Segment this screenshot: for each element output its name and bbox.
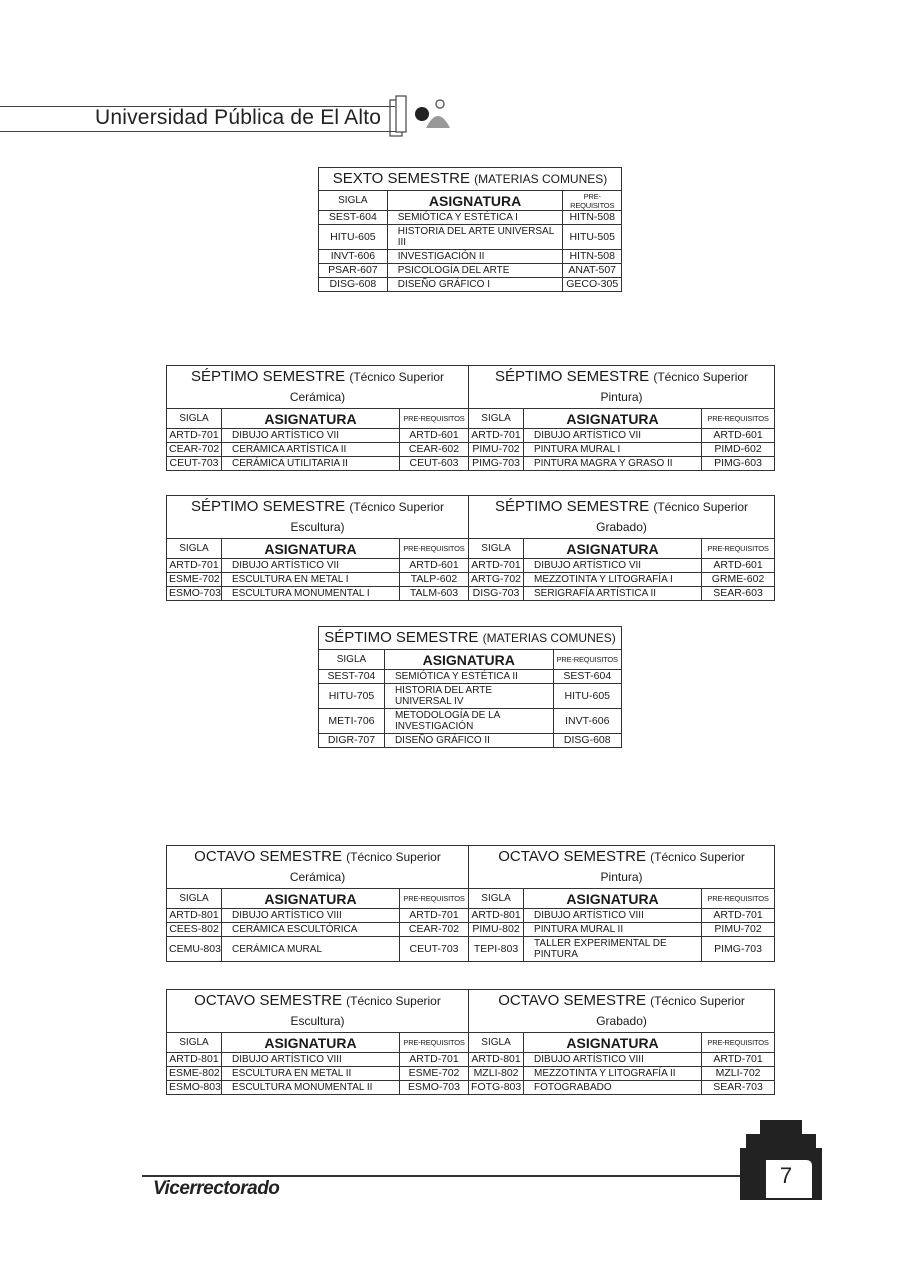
col-header-sigla: SIGLA (319, 650, 385, 670)
col-header-asignatura: ASIGNATURA (222, 889, 400, 909)
col-header-asignatura: ASIGNATURA (222, 1033, 400, 1053)
university-title: Universidad Pública de El Alto (95, 106, 382, 129)
table-row: CEES-802 CERÁMICA ESCULTÓRICA CEAR-702 PIMU-802 PINTURA MURAL II PIMU-702 (167, 923, 775, 937)
col-header-sigla: SIGLA (167, 1033, 222, 1053)
col-header-sigla: SIGLA (469, 889, 524, 909)
table-row: SEST-604 SEMIÓTICA Y ESTÉTICA I HITN-508 (319, 211, 622, 225)
col-header-asignatura: ASIGNATURA (222, 409, 400, 429)
table-row: ARTD-701 DIBUJO ARTÍSTICO VII ARTD-601 ARTD-701 DIBUJO ARTÍSTICO VII ARTD-601 (167, 429, 775, 443)
col-header-prereq: PRE-REQUISITOS (553, 650, 622, 670)
table-row: SEST-704 SEMIÓTICA Y ESTÉTICA II SEST-604 (319, 670, 622, 684)
col-header-asignatura: ASIGNATURA (524, 539, 702, 559)
table-title-right: OCTAVO SEMESTRE (Técnico Superior Pintura) (469, 846, 775, 889)
col-header-sigla: SIGLA (469, 1033, 524, 1053)
table-title-right: OCTAVO SEMESTRE (Técnico Superior Grabado) (469, 990, 775, 1033)
page-number: 7 (779, 1163, 793, 1188)
table-title-right: SÉPTIMO SEMESTRE (Técnico Superior Pintura) (469, 366, 775, 409)
col-header-prereq: PRE-REQUISITOS (563, 191, 622, 211)
col-header-prereq: PRE-REQUISITOS (702, 889, 775, 909)
col-header-prereq: PRE-REQUISITOS (400, 539, 469, 559)
col-header-sigla: SIGLA (167, 409, 222, 429)
table-title-right: SÉPTIMO SEMESTRE (Técnico Superior Grabado) (469, 496, 775, 539)
table-title: SEXTO SEMESTRE (MATERIAS COMUNES) (319, 168, 622, 191)
col-header-asignatura: ASIGNATURA (222, 539, 400, 559)
col-header-asignatura: ASIGNATURA (524, 1033, 702, 1053)
table-row: ESME-802 ESCULTURA EN METAL II ESME-702 MZLI-802 MEZZOTINTA Y LITOGRAFÍA II MZLI-702 (167, 1067, 775, 1081)
table-row: CEMU-803 CERÁMICA MURAL CEUT-703 TEPI-803 TALLER EXPERIMENTAL DE PINTURA PIMG-703 (167, 937, 775, 962)
table-row: HITU-605 HISTORIA DEL ARTE UNIVERSAL III HITU-505 (319, 225, 622, 250)
col-header-asignatura: ASIGNATURA (384, 650, 553, 670)
table-row: ARTD-701 DIBUJO ARTÍSTICO VII ARTD-601 ARTD-701 DIBUJO ARTÍSTICO VII ARTD-601 (167, 559, 775, 573)
table-septimo-ceramica-pintura (166, 365, 775, 471)
table-title-left: SÉPTIMO SEMESTRE (Técnico Superior Cerámica) (167, 366, 469, 409)
col-header-prereq: PRE-REQUISITOS (400, 409, 469, 429)
table-row: DISG-608 DISEÑO GRÁFICO I GECO-305 (319, 278, 622, 292)
table-row: ARTD-801 DIBUJO ARTÍSTICO VIII ARTD-701 ARTD-801 DIBUJO ARTÍSTICO VIII ARTD-701 (167, 1053, 775, 1067)
table-row: DIGR-707 DISEÑO GRÁFICO II DISG-608 (319, 734, 622, 748)
col-header-prereq: PRE-REQUISITOS (702, 1033, 775, 1053)
table-row: ARTD-801 DIBUJO ARTÍSTICO VIII ARTD-701 ARTD-801 DIBUJO ARTÍSTICO VIII ARTD-701 (167, 909, 775, 923)
table-row: CEAR-702 CERÁMICA ARTÍSTICA II CEAR-602 PIMU-702 PINTURA MURAL I PIMD-602 (167, 443, 775, 457)
footer-rule (142, 1175, 742, 1177)
table-row: ESME-702 ESCULTURA EN METAL I TALP-602 ARTG-702 MEZZOTINTA Y LITOGRAFÍA I GRME-602 (167, 573, 775, 587)
col-header-prereq: PRE-REQUISITOS (702, 539, 775, 559)
col-header-sigla: SIGLA (319, 191, 388, 211)
col-header-sigla: SIGLA (167, 889, 222, 909)
table-title-left: SÉPTIMO SEMESTRE (Técnico Superior Escultura) (167, 496, 469, 539)
university-logo-icon (388, 94, 458, 138)
vicerrectorado-logo: Vicerrectorado (153, 1178, 280, 1199)
header-rule-bottom (0, 131, 400, 132)
table-title: SÉPTIMO SEMESTRE (MATERIAS COMUNES) (319, 627, 622, 650)
table-septimo-comunes (318, 626, 622, 748)
table-row: ESMO-803 ESCULTURA MONUMENTAL II ESMO-703 FOTG-803 FOTOGRABADO SEAR-703 (167, 1081, 775, 1095)
col-header-asignatura: ASIGNATURA (524, 889, 702, 909)
table-octavo-escultura-grabado (166, 989, 775, 1095)
table-row: CEUT-703 CERÁMICA UTILITARIA II CEUT-603 PIMG-703 PINTURA MAGRA Y GRASO II PIMG-603 (167, 457, 775, 471)
table-title-left: OCTAVO SEMESTRE (Técnico Superior Cerámica) (167, 846, 469, 889)
table-septimo-escultura-grabado (166, 495, 775, 601)
col-header-sigla: SIGLA (469, 539, 524, 559)
col-header-prereq: PRE-REQUISITOS (400, 889, 469, 909)
col-header-sigla: SIGLA (469, 409, 524, 429)
col-header-sigla: SIGLA (167, 539, 222, 559)
col-header-prereq: PRE-REQUISITOS (702, 409, 775, 429)
table-row: METI-706 METODOLOGÍA DE LA INVESTIGACIÓN INVT-606 (319, 709, 622, 734)
col-header-prereq: PRE-REQUISITOS (400, 1033, 469, 1053)
table-row: PSAR-607 PSICOLOGÍA DEL ARTE ANAT-507 (319, 264, 622, 278)
col-header-asignatura: ASIGNATURA (387, 191, 563, 211)
table-row: HITU-705 HISTORIA DEL ARTE UNIVERSAL IV HITU-605 (319, 684, 622, 709)
table-octavo-ceramica-pintura (166, 845, 775, 962)
table-sexto-semestre (318, 167, 622, 292)
table-title-left: OCTAVO SEMESTRE (Técnico Superior Escultura) (167, 990, 469, 1033)
table-row: ESMO-703 ESCULTURA MONUMENTAL I TALM-603 DISG-703 SERIGRAFÍA ARTÍSTICA II SEAR-603 (167, 587, 775, 601)
table-row: INVT-606 INVESTIGACIÓN II HITN-508 (319, 250, 622, 264)
col-header-asignatura: ASIGNATURA (524, 409, 702, 429)
